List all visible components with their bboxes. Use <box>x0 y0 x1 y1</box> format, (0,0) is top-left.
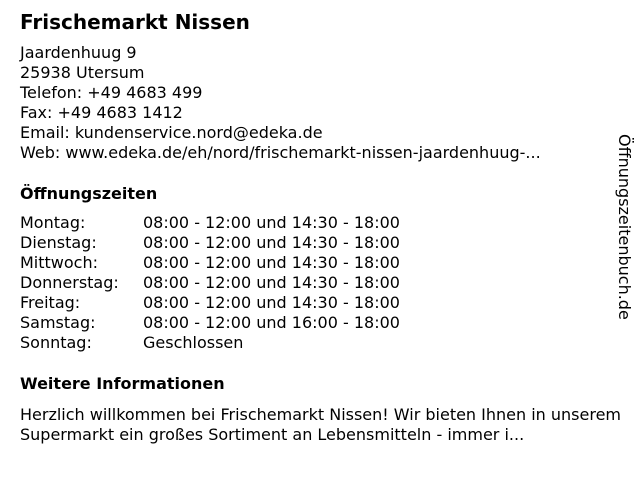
day-hours: 08:00 - 12:00 und 16:00 - 18:00 <box>143 313 400 332</box>
further-info-text: Herzlich willkommen bei Frischemarkt Nissen! Wir bieten Ihnen in unserem Supermarkt ein großes Sortiment an Lebensmitteln - immer i... <box>20 405 622 444</box>
day-label: Freitag: <box>20 293 81 312</box>
further-info-heading: Weitere Informationen <box>20 374 225 393</box>
day-hours: 08:00 - 12:00 und 14:30 - 18:00 <box>143 213 400 232</box>
opening-hours-heading: Öffnungszeiten <box>20 184 158 203</box>
web-link[interactable]: www.edeka.de/eh/nord/frischemarkt-nissen-jaardenhuug-... <box>65 143 541 162</box>
day-label: Sonntag: <box>20 333 92 352</box>
hours-row-friday <box>20 293 400 313</box>
hours-row-tuesday <box>20 233 400 253</box>
brand-watermark: Öffnungszeitenbuch.de <box>615 134 634 320</box>
email-link[interactable]: kundenservice.nord@edeka.de <box>74 123 323 142</box>
email-label: Email: <box>20 123 75 142</box>
day-label: Dienstag: <box>20 233 97 252</box>
day-hours: 08:00 - 12:00 und 14:30 - 18:00 <box>143 233 400 252</box>
fax-number: Fax: +49 4683 1412 <box>20 103 183 122</box>
opening-hours-table <box>20 213 400 353</box>
day-hours: 08:00 - 12:00 und 14:30 - 18:00 <box>143 253 400 272</box>
day-label: Mittwoch: <box>20 253 98 272</box>
day-label: Donnerstag: <box>20 273 119 292</box>
street-address: Jaardenhuug 9 <box>20 43 137 62</box>
day-label: Samstag: <box>20 313 96 332</box>
hours-row-thursday <box>20 273 400 293</box>
web-label: Web: <box>20 143 66 162</box>
email-line <box>20 123 541 143</box>
day-hours: 08:00 - 12:00 und 14:30 - 18:00 <box>143 273 400 292</box>
day-hours: Geschlossen <box>143 333 244 352</box>
hours-row-wednesday <box>20 253 400 273</box>
store-name: Frischemarkt Nissen <box>20 10 250 34</box>
contact-block <box>20 43 541 163</box>
hours-row-sunday <box>20 333 400 353</box>
hours-row-monday <box>20 213 400 233</box>
day-hours: 08:00 - 12:00 und 14:30 - 18:00 <box>143 293 400 312</box>
phone-number: Telefon: +49 4683 499 <box>20 83 203 102</box>
city-address: 25938 Utersum <box>20 63 145 82</box>
day-label: Montag: <box>20 213 86 232</box>
hours-row-saturday <box>20 313 400 333</box>
web-line <box>20 143 541 163</box>
